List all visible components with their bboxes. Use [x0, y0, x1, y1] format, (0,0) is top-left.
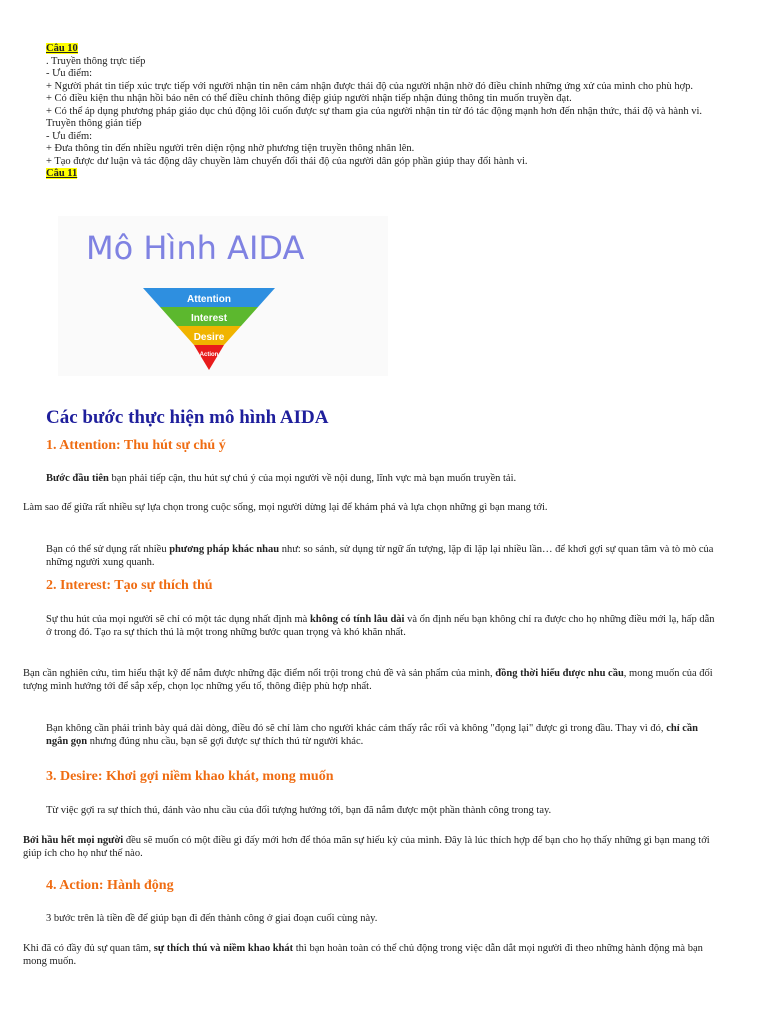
section-1-title: 1. Attention: Thu hút sự chú ý: [46, 438, 226, 453]
q10-line: + Có điều kiện thu nhận hồi báo nên có thể điều chỉnh thông điệp giúp người nhận tiếp nhận đúng thông tin muốn truyền đạt.: [46, 93, 572, 104]
figure-title: Mô Hình AIDA: [86, 229, 305, 267]
q10-line: Truyền thông gián tiếp: [46, 118, 142, 129]
paragraph: Từ việc gợi ra sự thích thú, đánh vào nhu cầu của đối tượng hướng tới, bạn đã nắm được một phần thành công trong tay.: [46, 805, 552, 816]
paragraph: Sự thu hút của mọi người sẽ chỉ có một tác dụng nhất định mà không có tính lâu dài và ổn định nếu bạn không chỉ ra được cho họ những điều mới lạ, hấp dẫn ở trong đó. Tạo ra sự thích thú là một trong những bước quan trọng và khó khăn nhất.: [46, 614, 715, 638]
paragraph: Bởi hầu hết mọi người đều sẽ muốn có một điều gì đấy mới hơn để thỏa mãn sự hiếu kỳ của mình. Đây là lúc thích hợp để bạn cho họ thấy những gì bạn mang tới giúp ích cho họ như thế nào.: [23, 835, 710, 859]
paragraph: Làm sao để giữa rất nhiều sự lựa chọn trong cuộc sống, mọi người dừng lại để khám phá và lựa chọn những gì bạn mang tới.: [23, 502, 548, 513]
q11-label: Câu 11: [46, 168, 78, 179]
funnel-label: Attention: [187, 294, 231, 305]
q10-line: + Tạo được dư luận và tác động dây chuyền làm chuyển đổi thái độ của người dân góp phần giúp thay đổi hành vi.: [46, 155, 528, 167]
section-2-title: 2. Interest: Tạo sự thích thú: [46, 578, 213, 593]
paragraph: 3 bước trên là tiền đề để giúp bạn đi đến thành công ở giai đoạn cuối cùng này.: [46, 913, 378, 924]
q10-line: + Đưa thông tin đến nhiều người trên diện rộng nhờ phương tiện truyền thông nhân lên.: [46, 143, 415, 154]
answer-q10: [46, 43, 722, 181]
funnel-label: Desire: [193, 332, 225, 343]
section-4-title: 4. Action: Hành động: [46, 878, 174, 893]
funnel-label: Action: [199, 352, 219, 358]
paragraph: Bạn không cần phải trình bày quá dài dòng, điều đó sẽ chỉ làm cho người khác cảm thấy rắc rối và không "đọng lại" được gì trong đầu. Thay vì đó, chỉ cần ngắn gọn nhưng đúng nhu cầu, bạn sẽ gợi được sự thích thú từ người khác.: [46, 723, 698, 747]
paragraph: Bạn có thể sử dụng rất nhiều phương pháp khác nhau như: so sánh, sử dụng từ ngữ ấn tượng, lặp đi lặp lại nhiều lần… để khơi gợi sự quan tâm và tò mò của những người xung quanh.: [46, 544, 714, 568]
q10-line: + Người phát tin tiếp xúc trực tiếp với người nhận tin nên cảm nhận được thái độ của người nhận nhờ đó điều chỉnh những ứng xử của mình cho phù hợp.: [46, 80, 693, 92]
aida-funnel: [143, 288, 275, 388]
section-3-title: 3. Desire: Khơi gợi niềm khao khát, mong muốn: [46, 769, 334, 784]
q10-line: + Có thể áp dụng phương pháp giáo dục chủ động lôi cuốn được sự tham gia của người nhận tin từ đó tác động mạnh hơn đến nhận thức, thái độ và hành vi.: [46, 105, 702, 117]
q10-line: . Truyền thông trực tiếp: [46, 55, 146, 67]
q10-label: Câu 10: [46, 43, 78, 54]
q10-line: - Ưu điểm:: [46, 130, 93, 142]
paragraph: Bạn cần nghiên cứu, tìm hiểu thật kỹ để nắm được những đặc điểm nổi trội trong chủ đề và sản phẩm của mình, đồng thời hiểu được nhu cầu, mong muốn của đối tượng mình hướng tới để sắp xếp, chọn lọc những yếu tố, thông điệp phù hợp nhất.: [23, 668, 713, 692]
paragraph: Khi đã có đầy đủ sự quan tâm, sự thích thú và niềm khao khát thì bạn hoàn toàn có thể chủ động trong việc dẫn dắt mọi người đi theo những hành động mà bạn mong muốn.: [23, 943, 703, 967]
q10-line: - Ưu điểm:: [46, 68, 93, 79]
aida-figure: [58, 216, 388, 376]
article-heading: Các bước thực hiện mô hình AIDA: [46, 407, 329, 428]
paragraph: Bước đầu tiên bạn phải tiếp cận, thu hút sự chú ý của mọi người về nội dung, lĩnh vực mà bạn muốn truyền tải.: [46, 473, 517, 484]
funnel-label: Interest: [190, 313, 228, 324]
